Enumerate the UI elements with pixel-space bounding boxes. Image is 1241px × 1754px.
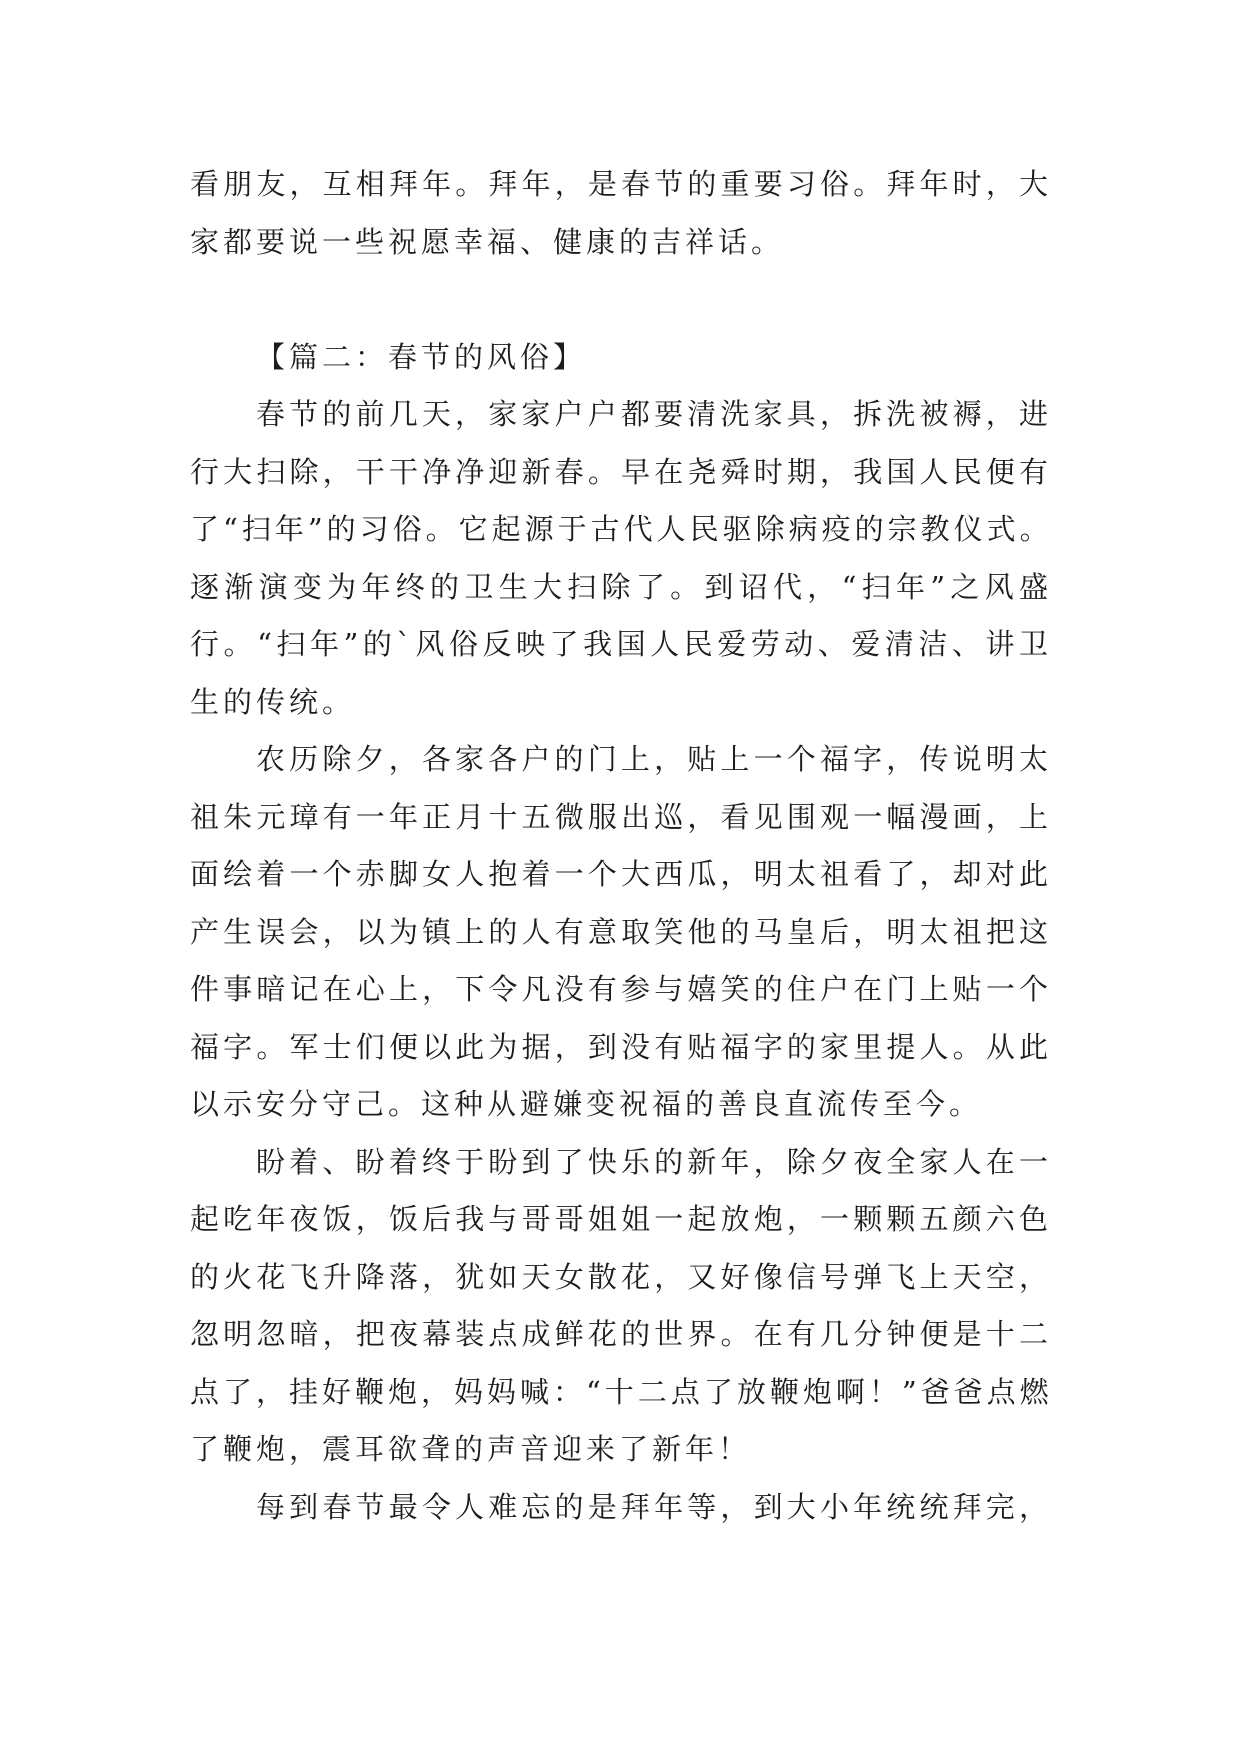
text-line: 春节的前几天，家家户户都要清洗家具，拆洗被褥，进 [256,397,1052,431]
text-line: 农历除夕，各家各户的门上，贴上一个福字，传说明太 [256,742,1052,776]
text-line: 祖朱元璋有一年正月十五微服出巡，看见围观一幅漫画，上 [190,799,1052,834]
text-line: 家都要说一些祝愿幸福、健康的吉祥话。 [190,224,785,259]
text-line: 生的传统。 [190,684,356,719]
text-line: 了“扫年”的习俗。它起源于古代人民驱除病疫的宗教仪式。 [190,512,1053,546]
text-line: 行。“扫年”的`风俗反映了我国人民爱劳动、爱清洁、讲卫 [190,627,1052,661]
paragraph-new-year-visits [190,1479,1052,1537]
text-line: 产生误会，以为镇上的人有意取笑他的马皇后，明太祖把这 [190,914,1052,949]
text-line: 面绘着一个赤脚女人抱着一个大西瓜，明太祖看了，却对此 [190,857,1052,891]
text-line: 的火花飞升降落，犹如天女散花，又好像信号弹飞上天空， [190,1259,1052,1294]
text-line: 逐渐演变为年终的卫生大扫除了。到诏代，“扫年”之风盛 [190,569,1052,604]
text-line: 每到春节最令人难忘的是拜年等，到大小年统统拜完， [256,1489,1052,1524]
text-line: 以示安分守己。这种从避嫌变祝福的善良直流传至今。 [190,1087,983,1121]
paragraph-fu-character [190,731,1052,1134]
text-line: 福字。军士们便以此为据，到没有贴福字的家里提人。从此 [190,1029,1052,1064]
document-body [190,156,1052,1536]
text-line: 了鞭炮，震耳欲聋的声音迎来了新年！ [190,1432,752,1466]
text-line: 行大扫除，干干净净迎新春。早在尧舜时期，我国人民便有 [190,454,1052,489]
text-line: 点了，挂好鞭炮，妈妈喊：“十二点了放鞭炮啊！”爸爸点燃 [190,1374,1053,1409]
text-line: 忽明忽暗，把夜幕装点成鲜花的世界。在有几分钟便是十二 [190,1317,1052,1351]
section-heading: 【篇二：春节的风俗】 [256,339,587,374]
paragraph-sweeping [190,386,1052,731]
text-line: 件事暗记在心上，下令凡没有参与嬉笑的住户在门上贴一个 [190,972,1052,1006]
paragraph-continued [190,156,1052,271]
paragraph-new-year-eve [190,1134,1052,1479]
text-line: 起吃年夜饭，饭后我与哥哥姐姐一起放炮，一颗颗五颜六色 [190,1202,1052,1236]
text-line: 看朋友，互相拜年。拜年，是春节的重要习俗。拜年时，大 [190,167,1052,201]
text-line: 盼着、盼着终于盼到了快乐的新年，除夕夜全家人在一 [256,1144,1052,1179]
